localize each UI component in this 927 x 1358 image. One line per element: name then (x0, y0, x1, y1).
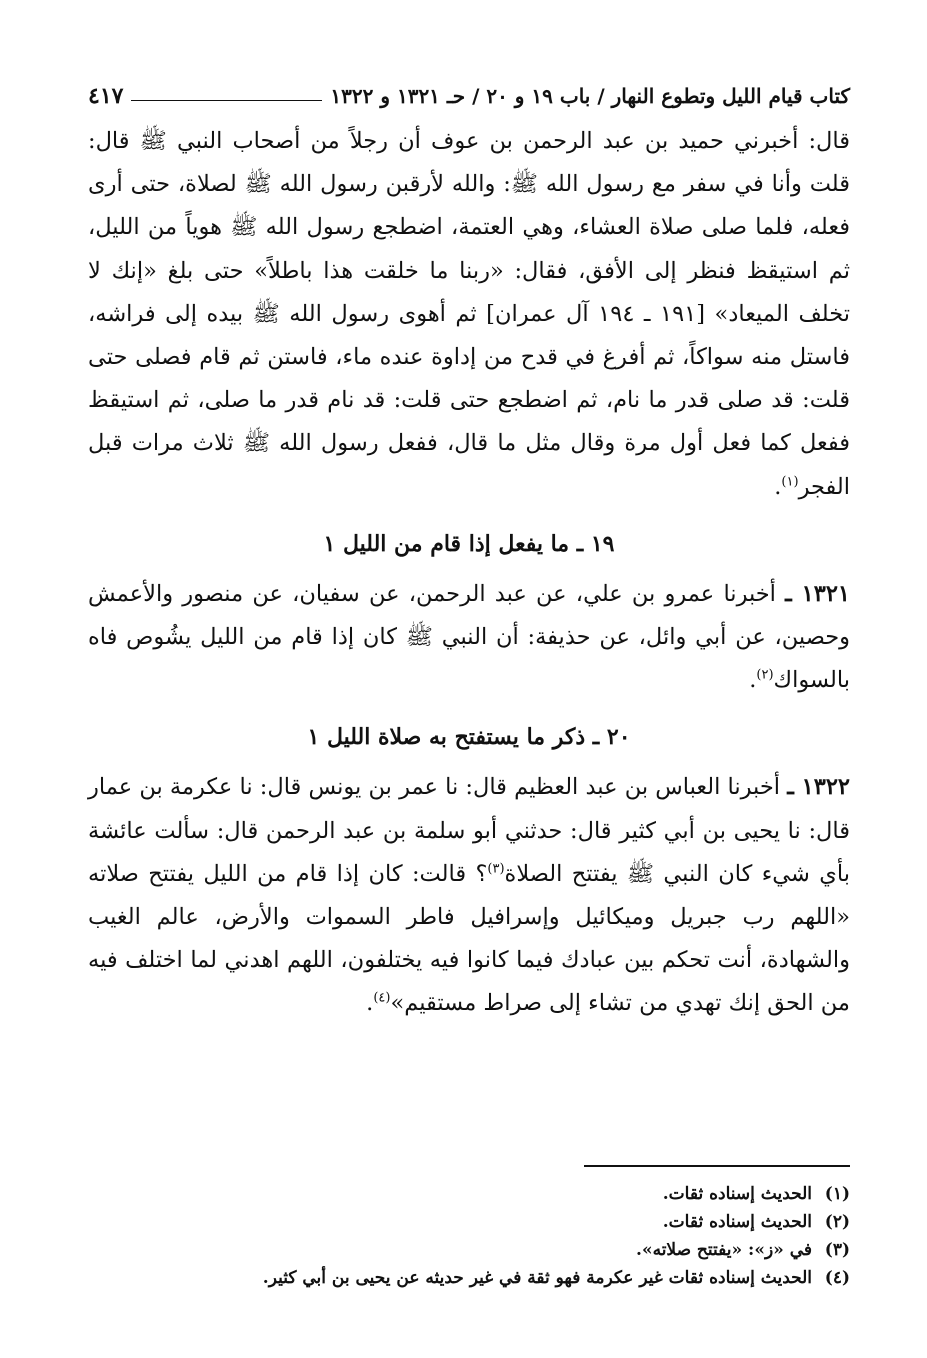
hadith-1322-text-a: أخبرنا العباس بن عبد العظيم قال: نا عمر بن يونس قال: نا عكرمة بن عمار قال: نا يحيى بن أبي كثير قال: حدثني أبو سلمة بن عبد الرحمن قال: سألت عائشة بأي شيء كان النبي ﷺ يفتتح الصلاة (88, 774, 850, 887)
header-rule (131, 100, 322, 101)
footnote-ref-2: (٢) (756, 667, 774, 683)
hadith-number-1321: ١٣٢١ ـ (785, 580, 850, 607)
intro-text: قال: أخبرني حميد بن عبد الرحمن بن عوف أن رجلاً من أصحاب النبي ﷺ قال: قلت وأنا في سفر مع رسول الله ﷺ: والله لأرقبن رسول الله ﷺ لصلاة، حتى أرى فعله، فلما صلى صلاة العشاء، وهي العتمة، اضطجع رسول الله ﷺ هوياً من الليل، ثم استيقظ فنظر إلى الأفق، فقال: «ربنا ما خلقت هذا باطلاً» حتى بلغ «إنك لا تخلف الميعاد» [١٩١ ـ ١٩٤ آل عمران] ثم أهوى رسول الله ﷺ بيده إلى فراشه، فاستل منه سواكاً، ثم أفرغ في قدح من إداوة عنده ماء، فاستن ثم قام فصلى حتى قلت: قد صلى قدر ما نام، ثم اضطجع حتى قلت: قد نام قدر ما صلى، ثم استيقظ ففعل كما فعل أول مرة وقال مثل ما قال، ففعل رسول الله ﷺ ثلاث مرات قبل الفجر (88, 128, 850, 500)
page-number: ٤١٧ (88, 83, 124, 109)
page-body (88, 78, 850, 1026)
running-header (88, 78, 850, 114)
hadith-1322-text-b: ؟ قالت: كان إذا قام من الليل يفتتح صلاته «اللهم رب جبريل وميكائيل وإسرافيل فاطر السموات والأرض، عالم الغيب والشهادة، أنت تحكم بين عبادك فيما كانوا فيه يختلفون، اللهم اهدني لما اختلف فيه من الحق إنك تهدي من تشاء إلى صراط مستقيم» (88, 860, 850, 1017)
header-title: كتاب قيام الليل وتطوع النهار / باب ١٩ و ٢٠ / حـ ١٣٢١ و ١٣٢٢ (330, 84, 850, 108)
section-20-heading: ٢٠ ـ ذكر ما يستفتح به صلاة الليل ١ (307, 724, 631, 751)
hadith-1321: ١٣٢١ ـ أخبرنا عمرو بن علي، عن عبد الرحمن، عن سفيان، عن منصور والأعمش وحصين، عن أبي وائل، عن حذيفة: أن النبي ﷺ كان إذا قام من الليل يشُوص فاه بالسواك$^{(٢)}$. (88, 580, 850, 694)
hadith-1322: ١٣٢٢ ـ أخبرنا العباس بن عبد العظيم قال: نا عمر بن يونس قال: نا عكرمة بن عمار قال: نا يحيى بن أبي كثير قال: حدثني أبو سلمة بن عبد الرحمن قال: سألت عائشة بأي شيء كان النبي ﷺ يفتتح الصلاة$^{(٣)}$؟ قالت: كان إذا قام من الليل يفتتح صلاته «اللهم رب جبريل وميكائيل وإسرافيل فاطر السموات والأرض، عالم الغيب والشهادة، أنت تحكم بين عبادك فيما كانوا فيه يختلفون، اللهم اهدني لما اختلف فيه من الحق إنك تهدي من تشاء إلى صراط مستقيم»$^{(٤)}$. (88, 774, 850, 1017)
footnote-4: (٤)الحديث إسناده ثقات غير عكرمة فهو ثقة في غير حديثه عن يحيى بن أبي كثير. (262, 1268, 850, 1288)
footnote-ref-3: (٣) (487, 861, 505, 877)
footnote-2: (٢)الحديث إسناده ثقات. (662, 1212, 850, 1232)
hadith-number-1322: ١٣٢٢ ـ (787, 774, 850, 801)
intro-paragraph: قال: أخبرني حميد بن عبد الرحمن بن عوف أن رجلاً من أصحاب النبي ﷺ قال: قلت وأنا في سفر مع رسول الله ﷺ: والله لأرقبن رسول الله ﷺ لصلاة، حتى أرى فعله، فلما صلى صلاة العشاء، وهي العتمة، اضطجع رسول الله ﷺ هوياً من الليل، ثم استيقظ فنظر إلى الأفق، فقال: «ربنا ما خلقت هذا باطلاً» حتى بلغ «إنك لا تخلف الميعاد» [١٩١ ـ ١٩٤ آل عمران] ثم أهوى رسول الله ﷺ بيده إلى فراشه، فاستل منه سواكاً، ثم أفرغ في قدح من إداوة عنده ماء، فاستن ثم قام فصلى حتى قلت: قد صلى قدر ما نام، ثم اضطجع حتى قلت: قد نام قدر ما صلى، ثم استيقظ ففعل كما فعل أول مرة وقال مثل ما قال، ففعل رسول الله ﷺ ثلاث مرات قبل الفجر$^{(١)}$. (88, 128, 850, 500)
footnote-ref-4: (٤) (373, 990, 391, 1006)
footnote-ref-1: (١) (781, 474, 799, 490)
hadith-1321-text: أخبرنا عمرو بن علي، عن عبد الرحمن، عن سفيان، عن منصور والأعمش وحصين، عن أبي وائل، عن حذيفة: أن النبي ﷺ كان إذا قام من الليل يشُوص فاه بالسواك (88, 580, 850, 694)
footnote-separator (584, 1165, 850, 1167)
section-19-heading: ١٩ ـ ما يفعل إذا قام من الليل ١ (323, 530, 615, 557)
footnote-1: (١)الحديث إسناده ثقات. (662, 1184, 850, 1204)
footnote-3: (٣)في «ز»: «يفتتح صلاته». (636, 1240, 850, 1260)
footnotes (88, 1180, 850, 1292)
